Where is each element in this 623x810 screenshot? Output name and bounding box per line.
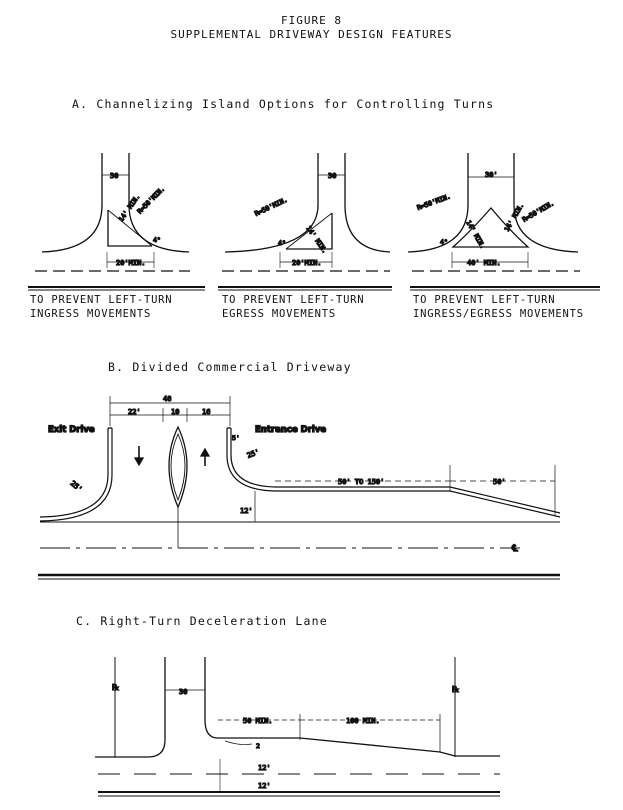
panel-1-angle-label: 4° (153, 236, 161, 244)
figure-title: SUPPLEMENTAL DRIVEWAY DESIGN FEATURES (170, 28, 453, 41)
panel-1-length-label: 20'MIN. (116, 259, 146, 267)
section-c-heading: C. Right-Turn Deceleration Lane (76, 614, 328, 628)
curb-radius-label: 2 (256, 742, 260, 750)
lane-2-width-label: 12' (258, 782, 271, 790)
median-width-label: 10 (171, 408, 180, 416)
entrance-drive-label: Entrance Drive (255, 425, 327, 435)
drive-width-label: 30 (179, 688, 188, 696)
panel-2-length-label: 20'MIN. (292, 259, 322, 267)
panel-3-radius-right-label: R=50'MIN. (521, 199, 556, 224)
panel-3-drawing (408, 153, 600, 290)
panel-2-caption-line1: TO PREVENT LEFT-TURN (222, 294, 365, 306)
panel-1-caption-line1: TO PREVENT LEFT-TURN (30, 294, 173, 306)
panel-2-width-label: 30 (328, 172, 337, 180)
figure-number: FIGURE 8 (281, 14, 342, 27)
taper-length-label-c: 100 MIN. (346, 717, 380, 725)
panel-3-width-label: 30' (485, 171, 498, 179)
divided-driveway-drawing (38, 396, 560, 579)
exit-drive-label: Exit Drive (48, 425, 95, 435)
taper-entry-label: 5' (232, 434, 240, 442)
decel-length-label: 50 MIN. (243, 717, 273, 725)
panel-1-min-label: 14' MIN. (117, 192, 142, 224)
panel-3-caption-line1: TO PREVENT LEFT-TURN (413, 294, 556, 306)
up-arrow-icon (201, 449, 209, 466)
panel-3-length-label: 40' MIN. (467, 259, 501, 267)
exit-width-label: 22' (128, 408, 141, 416)
deceleration-lane-drawing (95, 657, 500, 796)
panel-2-caption-line2: EGRESS MOVEMENTS (222, 308, 336, 320)
panel-3-min-left-label: 14' MIN. (464, 219, 487, 251)
lane-1-width-label: 12' (258, 764, 271, 772)
panel-1-width-label: 30 (110, 172, 119, 180)
panel-2-drawing (218, 153, 392, 290)
storage-length-label: 50' TO 150' (338, 478, 385, 486)
panel-3-caption-line2: INGRESS/EGRESS MOVEMENTS (413, 308, 584, 320)
entry-width-label: 16 (202, 408, 211, 416)
total-width-label: 48 (163, 395, 172, 403)
panel-2-min-label: 14' MIN. (304, 224, 329, 255)
panel-2-angle-label: 4° (278, 239, 286, 247)
offset-label: 12' (240, 507, 253, 515)
panel-3-angle-label: 4° (440, 238, 448, 246)
section-a-heading: A. Channelizing Island Options for Controlling Turns (72, 97, 495, 111)
left-property-line-label: ℞ (112, 683, 120, 692)
taper-length-label: 50' (493, 478, 506, 486)
section-b-heading: B. Divided Commercial Driveway (108, 360, 352, 374)
exit-radius-label: 25' (68, 479, 84, 494)
panel-3-radius-left-label: R=50'MIN. (415, 192, 452, 212)
panel-1-radius-label: R=50'MIN. (135, 184, 167, 216)
down-arrow-icon (135, 446, 143, 465)
right-property-line-label: ℞ (452, 685, 460, 694)
entrance-radius-label: 25' (245, 448, 261, 460)
panel-2-radius-label: R=50'MIN. (253, 195, 289, 218)
panel-3-min-right-label: 14' MIN. (502, 201, 526, 233)
centerline-label: ℄ (512, 544, 518, 554)
panel-1-caption-line2: INGRESS MOVEMENTS (30, 308, 152, 320)
